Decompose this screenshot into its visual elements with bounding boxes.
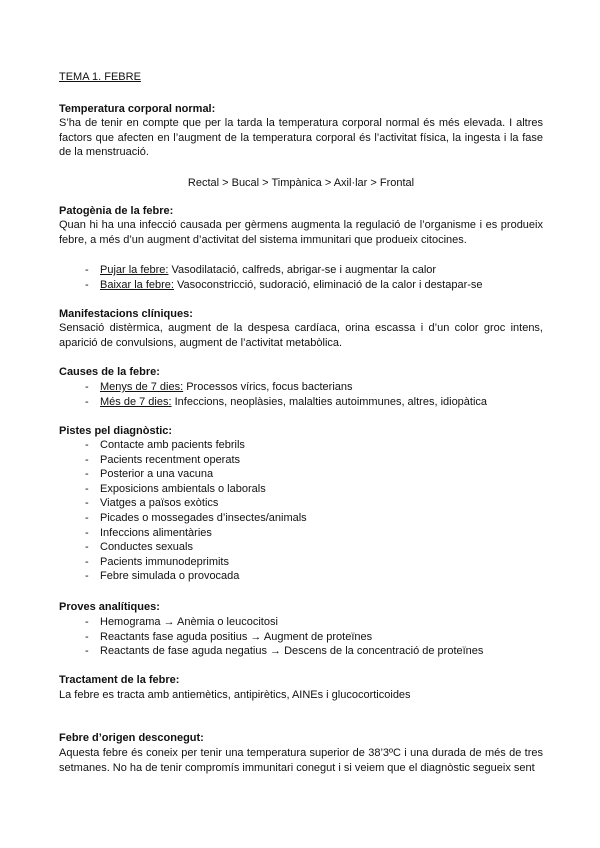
list-item: - Reactants de fase aguda negatius → Descens de la concentració de proteïnes <box>85 645 484 658</box>
pathogenesis-list <box>59 263 543 292</box>
heading-lab-tests: Proves analítiques: <box>59 601 160 613</box>
item-label: Baixar la febre: <box>100 278 174 291</box>
item-text: Processos vírics, focus bacterians <box>183 381 353 393</box>
heading-normal-temperature: Temperatura corporal normal: <box>59 103 216 115</box>
list-item: - Exposicions ambientals o laborals <box>85 482 266 495</box>
list-item: - Posterior a una vacuna <box>85 468 214 481</box>
list-item: - Menys de 7 dies: Processos vírics, focus bacterians <box>85 381 353 393</box>
heading-fever-unknown-origin: Febre d’origen desconegut: <box>59 732 204 744</box>
list-item: - Picades o mossegades d’insectes/animals <box>85 511 307 524</box>
item-text: Infeccions, neoplàsies, malalties autoimmunes, altres, idiopàtica <box>171 395 488 408</box>
paragraph-treatment: La febre es tracta amb antiemètics, antipirètics, AINEs i glucocorticoides <box>59 689 411 701</box>
list-item: - Viatges a països exòtics <box>85 497 219 510</box>
paragraph-clinical-manifestations: Sensació distèrmica, augment de la despesa cardíaca, orina escassa i d’un color groc intens, aparició de convulsions, augment de l’activitat metabòlica. <box>59 322 543 349</box>
heading-treatment: Tractament de la febre: <box>59 674 180 686</box>
paragraph-pathogenesis: Quan hi ha una infecció causada per gèrmens augmenta la regulació de l’organisme i es produeix febre, a més d’un augment d’activitat del sistema immunitari que produeix citocines. <box>59 219 543 246</box>
list-item: - Febre simulada o provocada <box>85 570 240 583</box>
item-text: Vasoconstricció, sudoració, eliminació de la calor i destapar-se <box>173 278 483 291</box>
heading-fever-causes: Causes de la febre: <box>59 366 160 378</box>
paragraph-normal-temperature: S’ha de tenir en compte que per la tarda la temperatura corporal normal és més elevada. I altres factors que afecten en l’augment de la temperatura corporal és l’activitat física, la ingesta i la fase de la menstruació. <box>59 117 543 159</box>
item-label: Pujar la febre: <box>100 264 169 276</box>
list-item: - Baixar la febre: Vasoconstricció, sudoració, eliminació de la calor i destapar-se <box>85 278 483 291</box>
list-item: - Més de 7 dies: Infeccions, neoplàsies, malalties autoimmunes, altres, idiopàtica <box>85 395 488 408</box>
item-label: Més de 7 dies: <box>100 395 172 408</box>
list-item: - Reactants fase aguda positius → Augment de proteïnes <box>85 630 373 643</box>
page-title: TEMA 1. FEBRE <box>59 71 141 83</box>
list-item: - Conductes sexuals <box>85 541 193 554</box>
list-item: - Infeccions alimentàries <box>85 526 212 539</box>
causes-list <box>59 380 543 409</box>
paragraph-fever-unknown-origin: Aquesta febre és coneix per tenir una temperatura superior de 38’3ºC i una durada de més de tres setmanes. No ha de tenir compromís immunitari conegut i si veiem que el diagnòstic segueix sent <box>59 747 543 774</box>
list-item: - Pujar la febre: Vasodilatació, calfreds, abrigar-se i augmentar la calor <box>85 264 437 276</box>
list-item: - Pacients immunodeprimits <box>85 555 229 568</box>
list-item: - Hemograma → Anèmia o leucocitosi <box>85 616 278 628</box>
item-label: Menys de 7 dies: <box>100 381 184 393</box>
temperature-order-line: Rectal > Bucal > Timpànica > Axil·lar > Frontal <box>187 177 415 189</box>
list-item: - Contacte amb pacients febrils <box>85 439 245 451</box>
heading-diagnostic-clues: Pistes pel diagnòstic: <box>59 425 173 437</box>
diagnostic-clues-list <box>59 438 543 584</box>
heading-clinical-manifestations: Manifestacions clíniques: <box>59 308 193 320</box>
lab-tests-list <box>59 615 543 659</box>
heading-pathogenesis: Patogènia de la febre: <box>59 205 174 217</box>
item-text: Vasodilatació, calfreds, abrigar-se i augmentar la calor <box>168 264 437 276</box>
list-item: - Pacients recentment operats <box>85 453 241 466</box>
